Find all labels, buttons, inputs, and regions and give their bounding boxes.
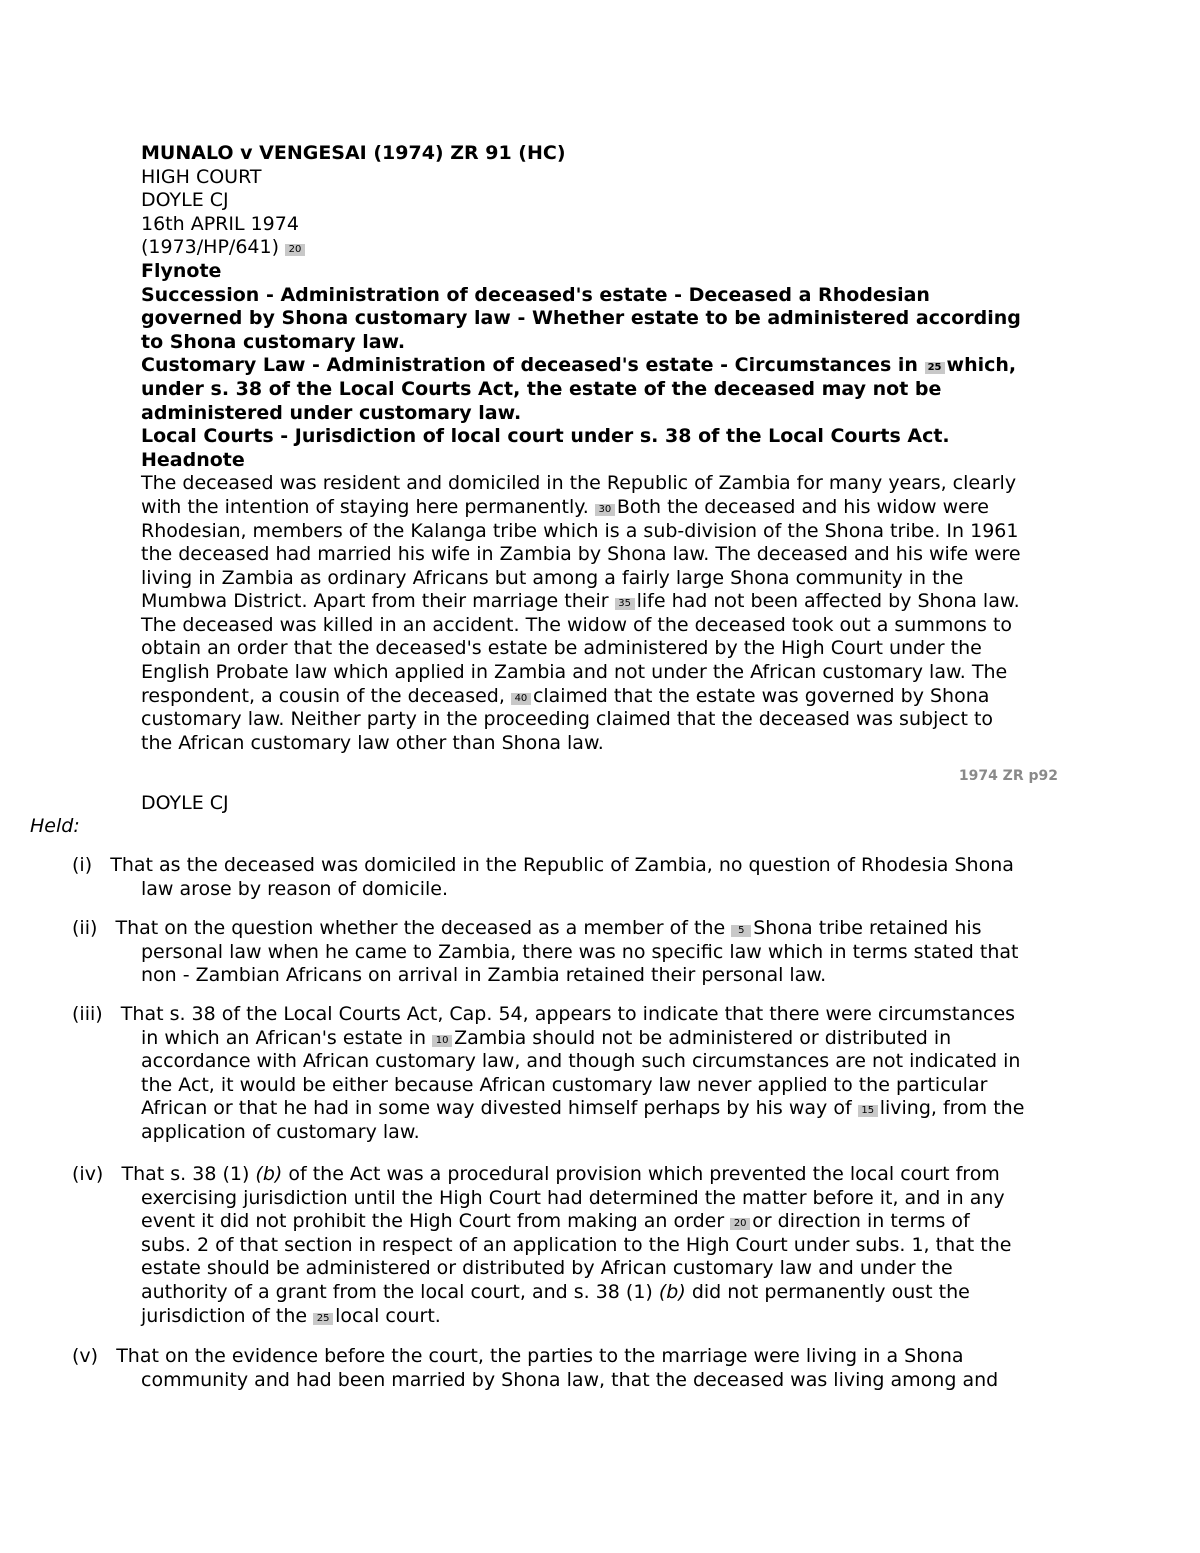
headnote-line: respondent, a cousin of the deceased, 40 claimed that the estate was governed by Shona — [141, 684, 990, 707]
flynote-line: Customary Law - Administration of deceased's estate - Circumstances in 25 which, — [141, 354, 1017, 377]
headnote-line: Mumbwa District. Apart from their marriage their 35 life had not been affected by Shona law. — [141, 590, 1020, 613]
line-marker: 10 — [432, 1035, 452, 1047]
headnote-line: customary law. Neither party in the proceeding claimed that the deceased was subject to — [141, 708, 994, 731]
flynote-line: administered under customary law. — [141, 401, 522, 424]
headnote-line: the deceased had married his wife in Zambia by Shona law. The deceased and his wife were — [141, 543, 1021, 566]
held-item-i: (i) That as the deceased was domiciled in the Republic of Zambia, no question of Rhodesia Shona law arose by reason of domicile. — [72, 854, 1014, 900]
line-marker: 20 — [285, 244, 305, 256]
line-marker: 20 — [730, 1218, 750, 1230]
flynote-heading: Flynote — [141, 259, 222, 282]
item-number: (i) — [72, 854, 93, 876]
item-number: (iii) — [72, 1003, 103, 1025]
case-number: (1973/HP/641) — [141, 236, 279, 259]
headnote-line: The deceased was killed in an accident. The widow of the deceased took out a summons to — [141, 613, 1013, 636]
flynote-line: Succession - Administration of deceased's estate - Deceased a Rhodesian — [141, 283, 930, 306]
item-number: (iv) — [72, 1163, 104, 1185]
item-number: (v) — [72, 1345, 99, 1367]
page-reference: 1974 ZR p92 — [958, 768, 1058, 784]
flynote-line: to Shona customary law. — [141, 330, 406, 353]
headnote-line: English Probate law which applied in Zambia and not under the African customary law. The — [141, 661, 1008, 684]
line-marker: 30 — [595, 504, 615, 516]
headnote-line: living in Zambia as ordinary Africans but among a fairly large Shona community in the — [141, 566, 964, 589]
held-item-iv: (iv) That s. 38 (1) (b) of the Act was a procedural provision which prevented the local court from exercising jurisdiction until the High Court had determined the matter before it, and in any event it did not prohibit the High Court from making an order 20 or direction in terms of subs. 2 of that section in respect of an application to the High Court under subs. 1, that the estate should be administered or distributed by African customary law and under the authority of a grant from the local court, and s. 38 (1) (b) did not permanently oust the jurisdiction of the 25 local court. — [72, 1163, 1012, 1327]
held-item-ii: (ii) That on the question whether the deceased as a member of the 5 Shona tribe retained his personal law when he came to Zambia, there was no specific law which in terms stated that non - Zambian Africans on arrival in Zambia retained their personal law. — [72, 917, 1019, 987]
flynote-line: Local Courts - Jurisdiction of local court under s. 38 of the Local Courts Act. — [141, 425, 950, 448]
case-title: MUNALO v VENGESAI (1974) ZR 91 (HC) — [141, 142, 566, 164]
line-marker: 40 — [511, 693, 531, 705]
judgment-date: 16th APRIL 1974 — [141, 212, 299, 235]
line-marker: 5 — [731, 925, 751, 937]
flynote-line: under s. 38 of the Local Courts Act, the estate of the deceased may not be — [141, 377, 942, 400]
held-item-v: (v) That on the evidence before the court, the parties to the marriage were living in a Shona community and had been married by Shona law, that the deceased was living among and — [72, 1345, 999, 1391]
line-marker: 25 — [925, 362, 945, 374]
court-name: HIGH COURT — [141, 165, 262, 188]
line-marker: 35 — [615, 598, 635, 610]
headnote-line: with the intention of staying here permanently. 30 Both the deceased and his widow were — [141, 495, 989, 518]
line-marker: 25 — [313, 1313, 333, 1325]
headnote-heading: Headnote — [141, 448, 245, 471]
case-number-line — [141, 236, 1061, 260]
headnote-line: Rhodesian, members of the Kalanga tribe which is a sub-division of the Shona tribe. In 1961 — [141, 519, 1019, 542]
judge-name: DOYLE CJ — [141, 189, 229, 212]
line-marker: 15 — [858, 1105, 878, 1117]
held-item-iii: (iii) That s. 38 of the Local Courts Act, Cap. 54, appears to indicate that there were circumstances in which an African's estate in 10 Zambia should not be administered or distributed in accordance with African customary law, and though such circumstances are not indicated in the Act, it would be either because African customary law never applied to the particular African or that he had in some way divested himself perhaps by his way of 15 living, from the application of customary law. — [72, 1003, 1025, 1143]
item-number: (ii) — [72, 917, 98, 939]
flynote-line: governed by Shona customary law - Whether estate to be administered according — [141, 307, 1021, 330]
case-header — [141, 142, 1061, 755]
headnote-line: the African customary law other than Shona law. — [141, 731, 604, 754]
held-label: Held: — [30, 815, 80, 837]
headnote-line: The deceased was resident and domiciled in the Republic of Zambia for many years, clearly — [141, 472, 1017, 495]
headnote-line: obtain an order that the deceased's estate be administered by the High Court under the — [141, 637, 982, 660]
judge-line: DOYLE CJ — [141, 792, 229, 814]
